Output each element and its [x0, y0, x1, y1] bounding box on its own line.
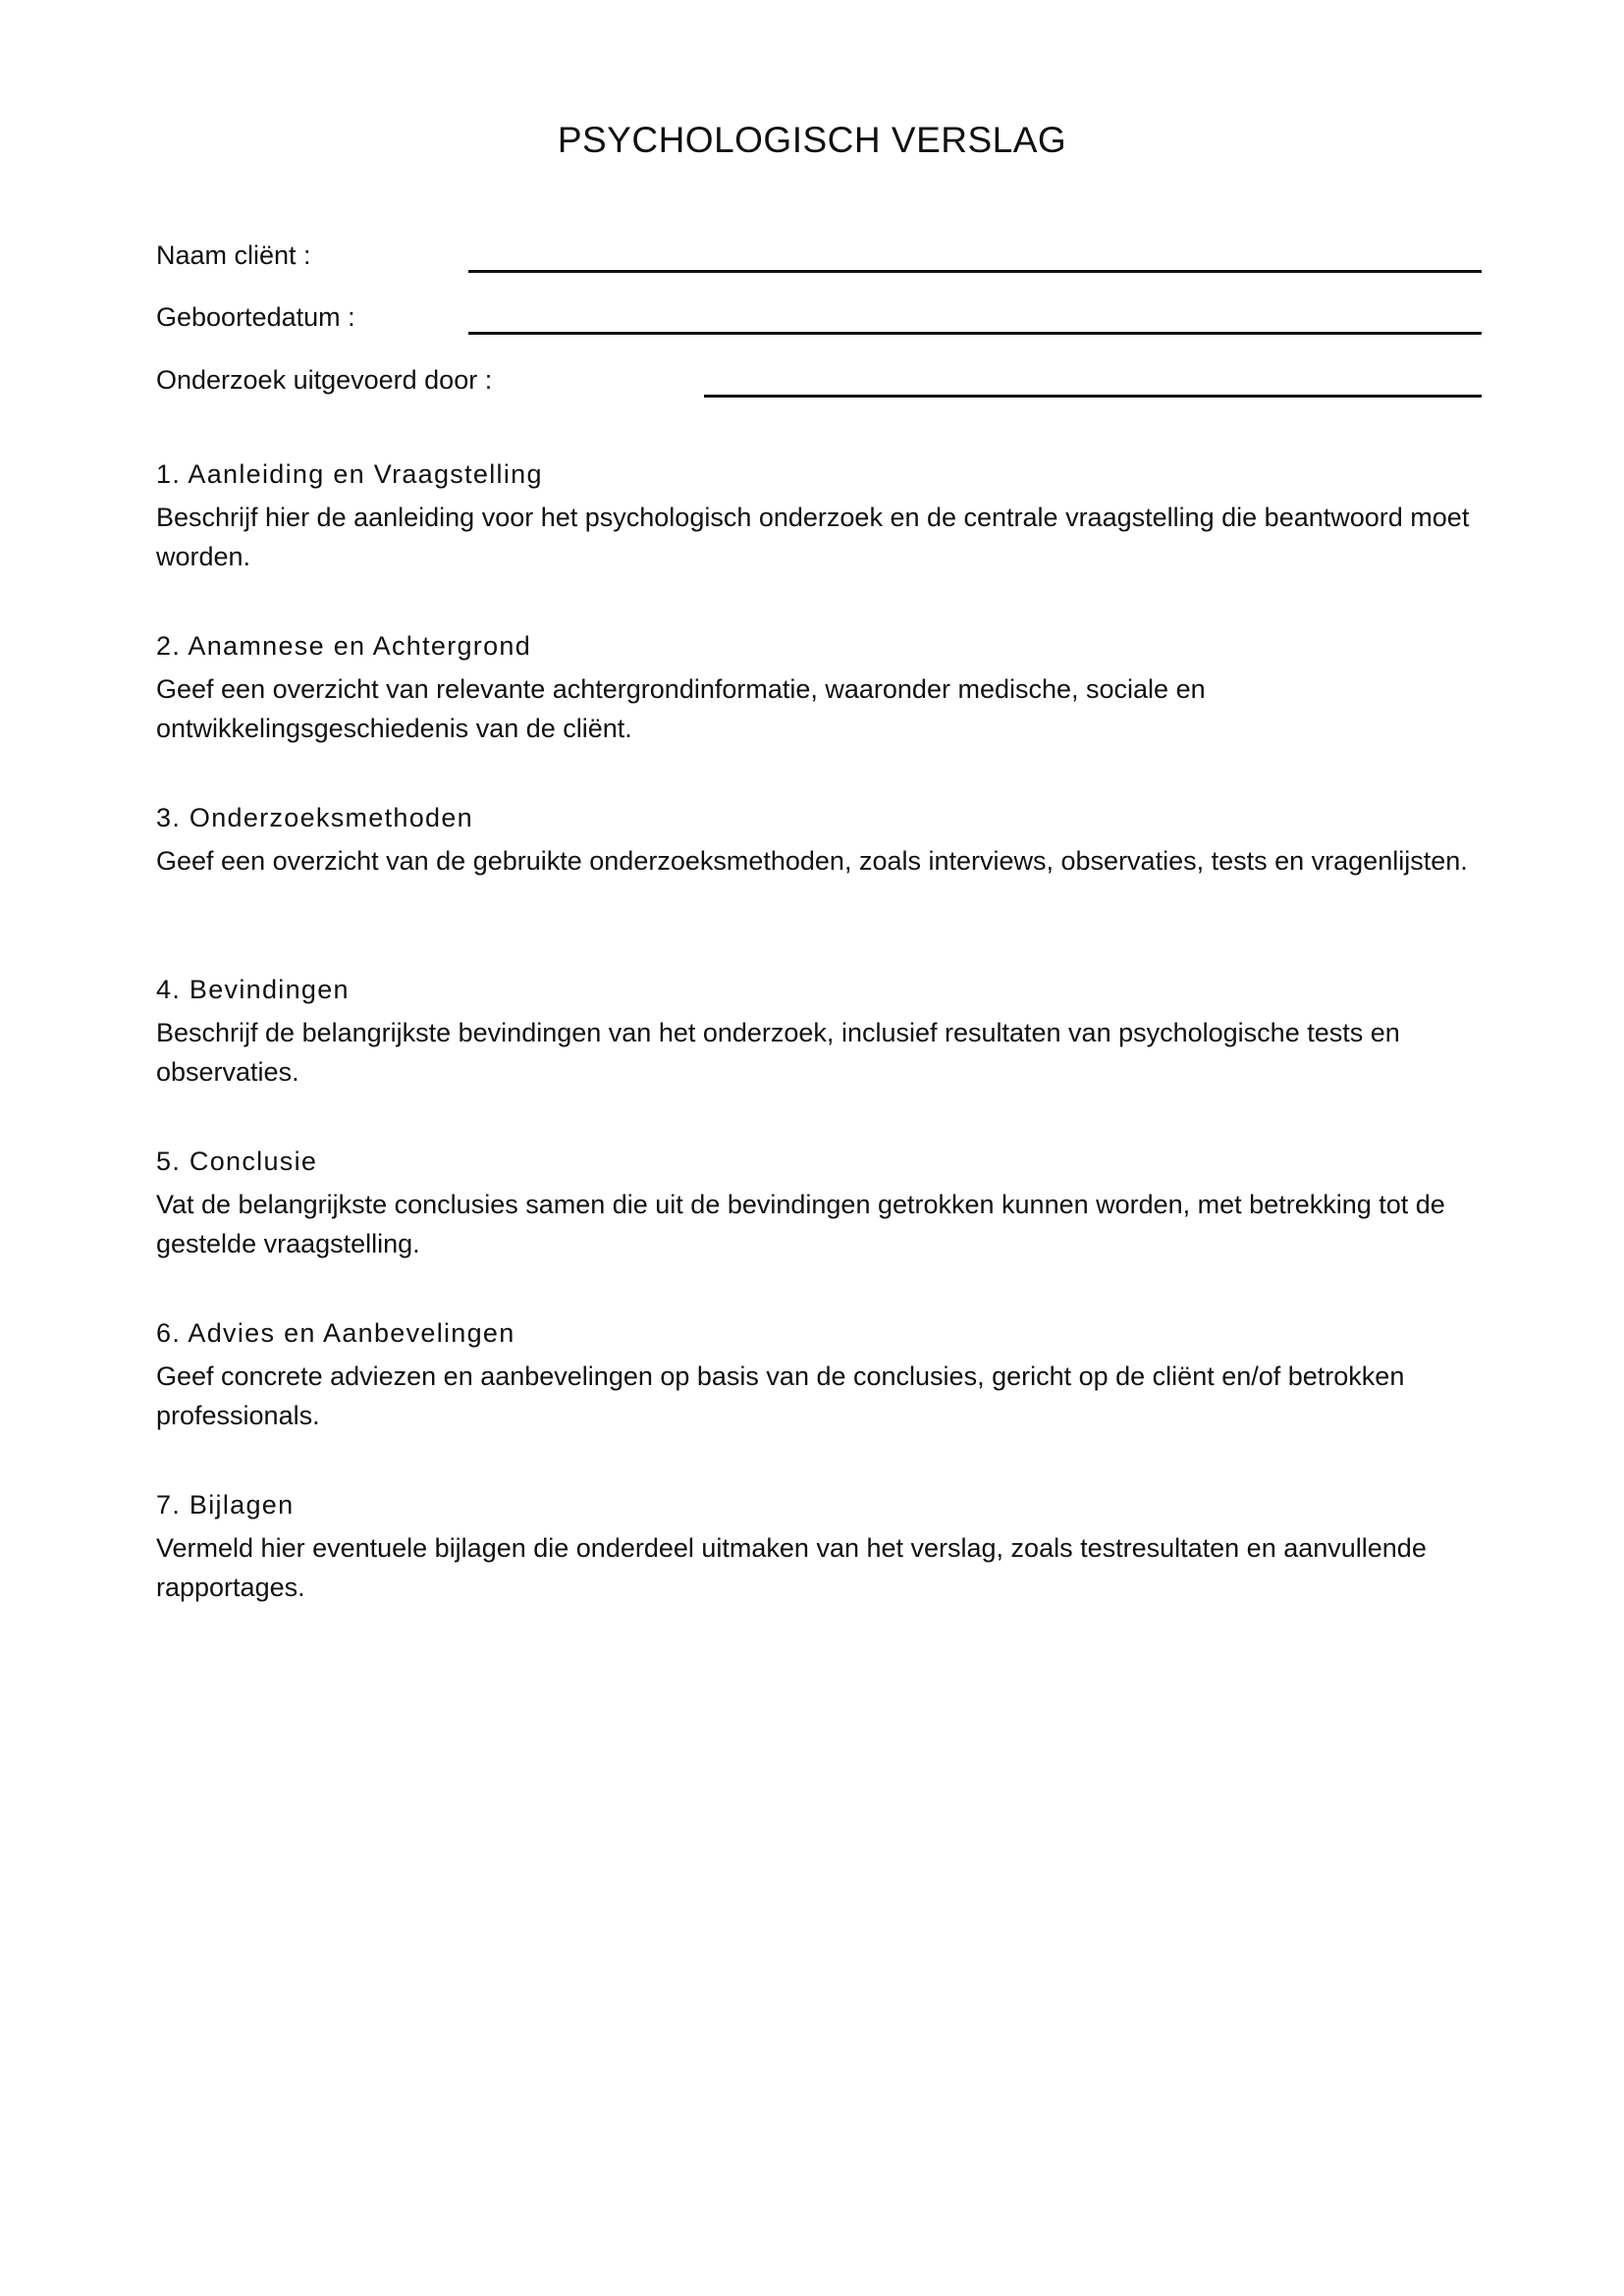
examiner-field — [156, 360, 1482, 409]
birthdate-field — [156, 297, 1482, 347]
section-body: Beschrijf hier de aanleiding voor het psychologisch onderzoek en de centrale vraagstelling die beantwoord moet worden. — [156, 503, 1470, 571]
client-name-field — [156, 236, 1482, 285]
section-body: Vermeld hier eventuele bijlagen die onderdeel uitmaken van het verslag, zoals testresultaten en aanvullende rapportages. — [156, 1533, 1427, 1602]
section-onderzoeksmethoden — [156, 798, 1491, 970]
document-title: PSYCHOLOGISCH VERSLAG — [557, 120, 1067, 160]
section-bijlagen — [156, 1485, 1491, 1657]
section-bevindingen — [156, 970, 1491, 1142]
report-sections — [156, 454, 1491, 1657]
section-heading: 1. Aanleiding en Vraagstelling — [156, 459, 543, 489]
section-body: Geef een overzicht van relevante achtergrondinformatie, waaronder medische, sociale en ontwikkelingsgeschiedenis van de cliënt. — [156, 674, 1206, 743]
section-anamnese — [156, 626, 1491, 798]
section-body: Beschrijf de belangrijkste bevindingen van het onderzoek, inclusief resultaten van psychologische tests en observaties. — [156, 1018, 1400, 1087]
client-name-line[interactable] — [468, 270, 1482, 273]
section-heading: 2. Anamnese en Achtergrond — [156, 631, 532, 661]
birthdate-line[interactable] — [468, 332, 1482, 335]
section-heading: 5. Conclusie — [156, 1147, 318, 1176]
examiner-line[interactable] — [704, 395, 1482, 398]
examiner-label: Onderzoek uitgevoerd door : — [156, 365, 493, 395]
section-conclusie — [156, 1142, 1491, 1313]
section-advies — [156, 1313, 1491, 1485]
section-heading: 7. Bijlagen — [156, 1490, 295, 1520]
section-heading: 6. Advies en Aanbevelingen — [156, 1318, 515, 1348]
section-aanleiding — [156, 454, 1491, 626]
section-body: Geef concrete adviezen en aanbevelingen op basis van de conclusies, gericht op de cliënt en/of betrokken professionals. — [156, 1362, 1405, 1430]
client-name-label: Naam cliënt : — [156, 240, 311, 270]
section-heading: 4. Bevindingen — [156, 975, 350, 1004]
section-body: Vat de belangrijkste conclusies samen die uit de bevindingen getrokken kunnen worden, met betrekking tot de gestelde vraagstelling. — [156, 1190, 1445, 1258]
section-body: Geef een overzicht van de gebruikte onderzoeksmethoden, zoals interviews, observaties, tests en vragenlijsten. — [156, 846, 1468, 876]
birthdate-label: Geboortedatum : — [156, 302, 355, 332]
section-heading: 3. Onderzoeksmethoden — [156, 803, 473, 832]
